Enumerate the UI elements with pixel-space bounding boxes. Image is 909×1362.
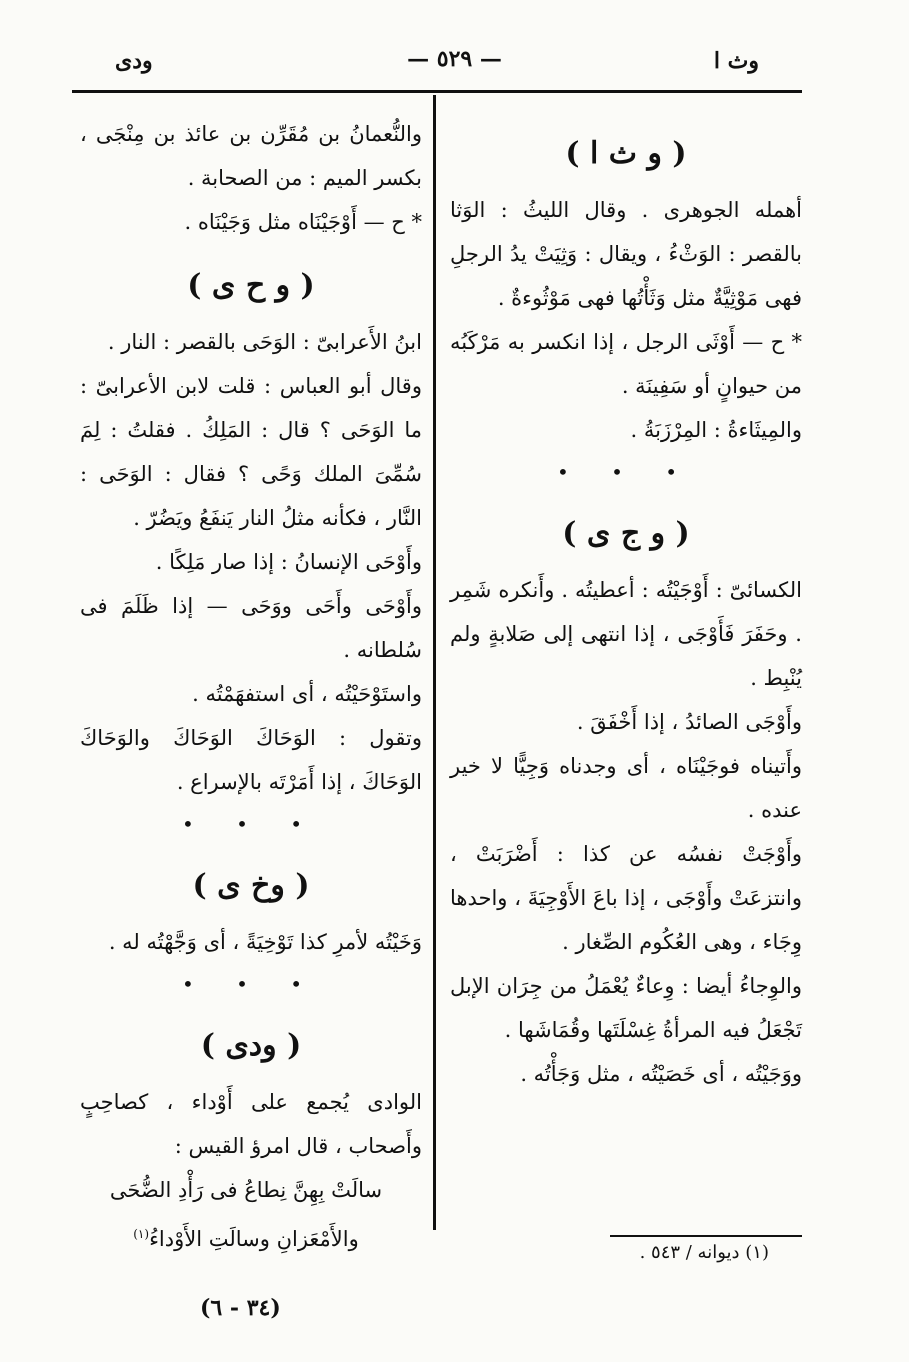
signature-mark: (٣٤ - ٦) <box>200 1295 281 1321</box>
right-column <box>450 112 802 1096</box>
paragraph <box>80 920 422 964</box>
paragraph <box>450 832 802 964</box>
footnote-marker: (١) <box>133 1227 150 1241</box>
paragraph-text: والأَمْعَزانِ وسالَتِ الأَوْداءُ <box>149 1227 359 1251</box>
paragraph-text: وأَوْحَى الإنسانُ : إذا صار مَلِكًا . <box>155 550 422 574</box>
paragraph-text: وَخَيْتُه لأمرِ كذا تَوْخِيَةً ، أى وَجَّهْتُه له . <box>108 930 422 954</box>
footnote-rule <box>610 1235 802 1237</box>
paragraph-text: أهمله الجوهرى . وقال الليثُ : الوَثا بالقصر : الوَثْءُ ، ويقال : وَثِيَتْ يدُ الرجلِ فهى مَوْثِيَّةٌ مثل وَثَأْتُها فهى مَوْثُوءةٌ . <box>450 198 802 310</box>
paragraph-text: * ح — أَوْجَيْنَاه مثل وَجَيْنَاه . <box>184 210 422 234</box>
section-separator <box>80 964 422 1004</box>
section-separator <box>80 804 422 844</box>
poetry-verse <box>80 1212 422 1261</box>
paragraph-text: ابنُ الأَعرابىّ : الوَحَى بالقصر : النار . <box>107 330 422 354</box>
paragraph-text: ( وخ ى ) <box>192 868 310 903</box>
column-divider <box>433 95 436 1230</box>
paragraph-text: والنُّعمانُ بن مُقَرِّن بن عائذ بن مِنْجَى ، بكسر الميم : من الصحابة . <box>80 122 422 190</box>
paragraph-text: ( ودى ) <box>200 1028 302 1063</box>
paragraph <box>80 540 422 584</box>
entry-title <box>80 858 422 914</box>
left-column <box>80 112 422 1261</box>
paragraph <box>450 964 802 1052</box>
poetry-verse <box>80 1168 422 1212</box>
paragraph-text: الكسائىّ : أَوْجَيْتُه : أعطيتُه . وأَنكره شَمِر . وحَفَرَ فَأَوْجَى ، إذا انتهى إلى صَلابةٍ ولم يُنْبِط . <box>450 578 802 690</box>
paragraph-text: • • • <box>181 972 321 996</box>
footnote: (١) ديوانه / ٥٤٣ . <box>639 1242 769 1263</box>
paragraph <box>80 716 422 804</box>
paragraph <box>80 1080 422 1168</box>
paragraph <box>80 112 422 200</box>
paragraph-text: وأَتيناه فوجَيْنَاه ، أى وجدناه وَجِيًّا لا خير عنده . <box>450 754 802 822</box>
paragraph <box>80 364 422 540</box>
paragraph <box>450 744 802 832</box>
paragraph-text: ووَجَيْتُه ، أى خَصَيْتُه ، مثل وَجَأْتُه . <box>520 1062 802 1086</box>
entry-title <box>80 1018 422 1074</box>
paragraph-text: واستَوْحَيْتُه ، أى استفهَمْتُه . <box>192 682 422 706</box>
paragraph-text: والوِجاءُ أيضا : وِعاءٌ يُعْمَلُ من جِرَان الإبل تَجْعَلُ فيه المرأةُ غِسْلَتَها وقُمَاشَها . <box>450 974 802 1042</box>
paragraph <box>80 200 422 244</box>
paragraph <box>450 568 802 700</box>
paragraph-text: • • • <box>181 812 321 836</box>
header-right-keyword: وث ا <box>713 48 759 74</box>
entry-title <box>80 258 422 314</box>
paragraph <box>450 408 802 452</box>
paragraph-text: والمِيثَاءةُ : المِرْزَبَةُ . <box>630 418 802 442</box>
page-number: — ٥٢٩ — <box>407 46 502 72</box>
entry-title <box>450 126 802 182</box>
paragraph-text: الوادى يُجمع على أَوْداء ، كصاحِبٍ وأَصحاب ، قال امرؤ القيس : <box>80 1090 422 1158</box>
paragraph-text: وقال أبو العباس : قلت لابن الأعرابىّ : ما الوَحَى ؟ قال : المَلِكُ . فقلتُ : لِمَ سُمِّىَ الملك وَحًى ؟ فقال : الوَحَى : النَّار ، فكأنه مثلُ النار يَنفَعُ ويَضُرّ . <box>80 374 422 530</box>
entry-title <box>450 506 802 562</box>
paragraph-text: وأَوْحَى وأَحَى ووَحَى — إذا ظَلَمَ فى سُلطانه . <box>80 594 422 662</box>
paragraph <box>450 700 802 744</box>
paragraph-text: ( و ث ا ) <box>565 136 687 171</box>
paragraph-text: سالَتْ بِهِنَّ نِطاعُ فى رَأْدِ الضُّحَى <box>109 1178 383 1202</box>
paragraph <box>450 188 802 320</box>
paragraph-text: وأَوْجَى الصائدُ ، إذا أَخْفَقَ . <box>576 710 802 734</box>
header-rule <box>72 90 802 93</box>
paragraph-text: وأَوْجَتْ نفسُه عن كذا : أَضْرَبَتْ ، وانتزعَتْ وأَوْجَى ، إذا باعَ الأَوْجِيَةَ ، واحدها وِجَاء ، وهى العُكُوم الصِّغار . <box>450 842 802 954</box>
paragraph-text: ( و ج ى ) <box>562 516 690 551</box>
paragraph-text: وتقول : الوَحَاكَ الوَحَاكَ والوَحَاكَ الوَحَاكَ ، إذا أَمَرْتَه بالإسراع . <box>80 726 422 794</box>
paragraph-text: ( و ح ى ) <box>187 268 315 303</box>
paragraph-text: * ح — أَوْثَى الرجل ، إذا انكسر به مَرْكَبُه من حيوانٍ أو سَفِينَة . <box>450 330 802 398</box>
paragraph <box>80 320 422 364</box>
paragraph <box>80 672 422 716</box>
paragraph <box>450 320 802 408</box>
paragraph-text: • • • <box>556 460 696 484</box>
paragraph <box>80 584 422 672</box>
paragraph <box>450 1052 802 1096</box>
section-separator <box>450 452 802 492</box>
header-left-keyword: ودى <box>115 48 153 74</box>
